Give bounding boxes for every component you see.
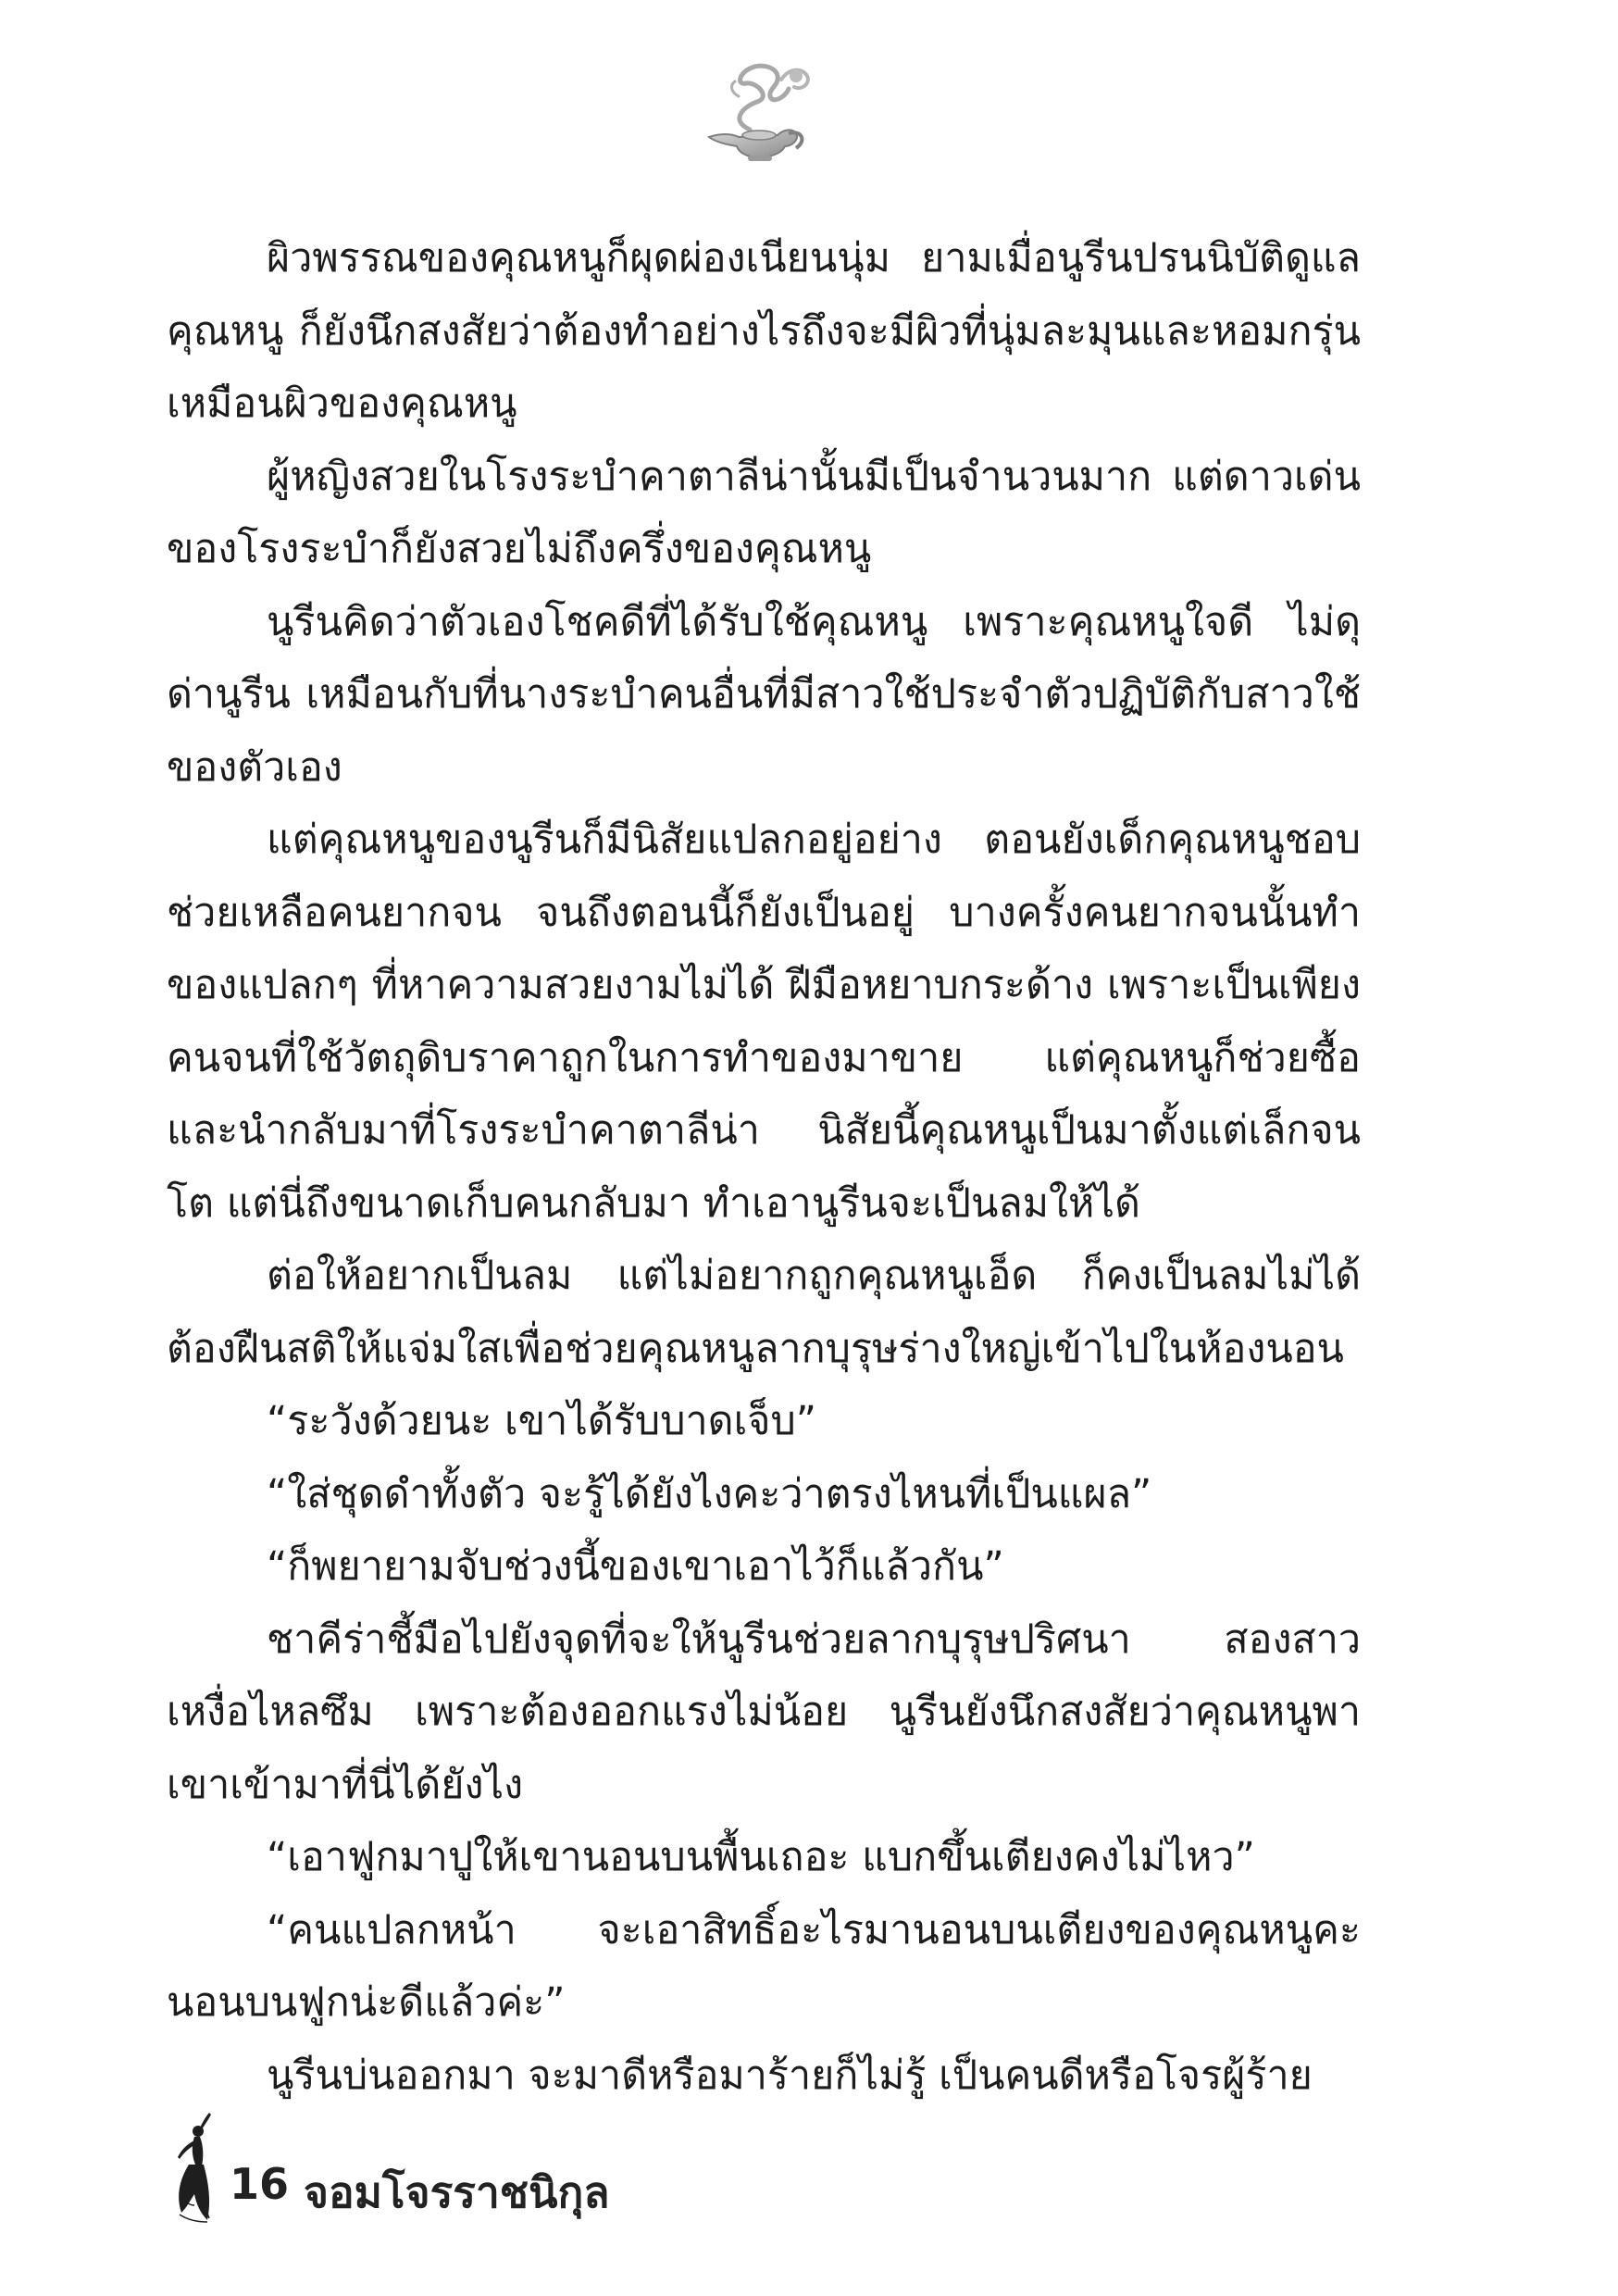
dancer-silhouette-icon (167, 2111, 226, 2227)
paragraph: ผิวพรรณของคุณหนูก็ผุดผ่องเนียนนุ่ม ยามเมื่อนูรีนปรนนิบัติดูแลคุณหนู ก็ยังนึกสงสัยว่าต้องทำอย่างไรถึงจะมีผิวที่นุ่มละมุนและหอมกรุ่นเหมือนผิวของคุณหนู (167, 235, 1361, 427)
dialogue-paragraph: “เอาฟูกมาปูให้เขานอนบนพื้นเถอะ แบกขึ้นเตียงคงไม่ไหว” (267, 1834, 1255, 1880)
paragraph: นูรีนบ่นออกมา จะมาดีหรือมาร้ายก็ไม่รู้ เป็นคนดีหรือโจรผู้ร้าย (267, 2052, 1313, 2099)
paragraph: ชาคีร่าชี้มือไปยังจุดที่จะให้นูรีนช่วยลากบุรุษปริศนา สองสาวเหงื่อไหลซึม เพราะต้องออกแรงไม่น้อย นูรีนยังนึกสงสัยว่าคุณหนูพาเขาเข้ามาที่นี่ได้ยังไง (167, 1616, 1361, 1808)
magic-lamp-ornament-icon (692, 56, 822, 167)
page-footer (167, 2111, 1000, 2231)
dialogue-paragraph: “ระวังด้วยนะ เขาได้รับบาดเจ็บ” (267, 1398, 817, 1444)
paragraph: ผู้หญิงสวยในโรงระบำคาตาลีน่านั้นมีเป็นจำนวนมาก แต่ดาวเด่นของโรงระบำก็ยังสวยไม่ถึงครึ่งของคุณหนู (167, 453, 1361, 572)
paragraph: ต่อให้อยากเป็นลม แต่ไม่อยากถูกคุณหนูเอ็ด ก็คงเป็นลมไม่ได้ ต้องฝืนสติให้แจ่มใสเพื่อช่วยคุณหนูลากบุรุษร่างใหญ่เข้าไปในห้องนอน (167, 1253, 1361, 1372)
book-title: จอมโจรราชนิกุล (304, 2167, 610, 2217)
paragraph: แต่คุณหนูของนูรีนก็มีนิสัยแปลกอยู่อย่าง ตอนยังเด็กคุณหนูชอบช่วยเหลือคนยากจน จนถึงตอนนี้ก็ยังเป็นอยู่ บางครั้งคนยากจนนั้นทำของแปลกๆ ที่หาความสวยงามไม่ได้ ฝีมือหยาบกระด้าง เพราะเป็นเพียงคนจนที่ใช้วัตถุดิบราคาถูกในการทำของมาขาย แต่คุณหนูก็ช่วยซื้อและนำกลับมาที่โรงระบำคาตาลีน่า นิสัยนี้คุณหนูเป็นมาตั้งแต่เล็กจนโต แต่นี่ถึงขนาดเก็บคนกลับมา ทำเอานูรีนจะเป็นลมให้ได้ (167, 817, 1361, 1227)
dialogue-paragraph: “ใส่ชุดดำทั้งตัว จะรู้ได้ยังไงคะว่าตรงไหนที่เป็นแผล” (267, 1470, 1152, 1517)
page-number: 16 (230, 2159, 290, 2209)
dialogue-paragraph: “คนแปลกหน้า จะเอาสิทธิ์อะไรมานอนบนเตียงของคุณหนูคะ นอนบนฟูกน่ะดีแล้วค่ะ” (167, 1906, 1361, 2026)
dialogue-paragraph: “ก็พยายามจับช่วงนี้ของเขาเอาไว้ก็แล้วกัน” (267, 1543, 1004, 1590)
body-text (167, 222, 1361, 2112)
paragraph: นูรีนคิดว่าตัวเองโชคดีที่ได้รับใช้คุณหนู เพราะคุณหนูใจดี ไม่ดุด่านูรีน เหมือนกับที่นางระบำคนอื่นที่มีสาวใช้ประจำตัวปฏิบัติกับสาวใช้ของตัวเอง (167, 598, 1361, 791)
